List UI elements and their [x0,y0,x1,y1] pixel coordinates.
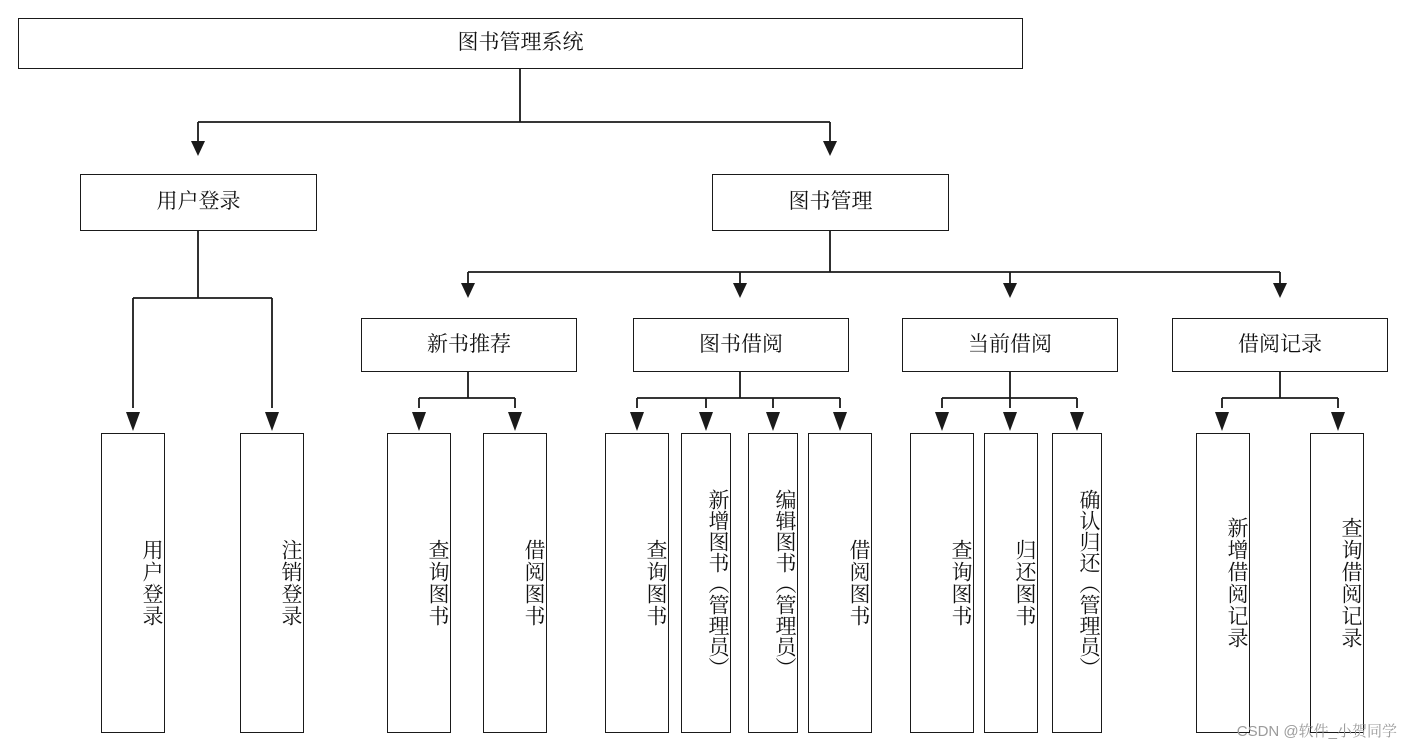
node-leaf-borrow-book-2[interactable] [808,433,872,733]
node-leaf-confirm-return[interactable] [1052,433,1102,733]
node-user-login-group[interactable] [80,174,317,231]
node-label: 当前借阅 [968,332,1052,356]
node-leaf-user-login[interactable] [101,433,165,733]
node-root[interactable] [18,18,1023,69]
node-label: 新增图书（管理员） [706,488,729,678]
node-leaf-user-logout[interactable] [240,433,304,733]
node-label: 查询借阅记录 [1339,517,1362,649]
node-leaf-edit-book[interactable] [748,433,798,733]
node-leaf-return-book[interactable] [984,433,1038,733]
node-label: 归还图书 [1013,539,1036,627]
node-label: 编辑图书（管理员） [773,488,796,678]
node-label: 图书管理 [788,190,873,214]
node-label: 新增借阅记录 [1225,517,1248,649]
node-leaf-query-book-2[interactable] [605,433,669,733]
node-label: 新书推荐 [427,332,511,356]
node-leaf-borrow-book-1[interactable] [483,433,547,733]
node-label: 借阅图书 [847,539,870,627]
node-leaf-query-book-1[interactable] [387,433,451,733]
node-label: 图书管理系统 [457,31,584,55]
node-label: 查询图书 [949,539,972,627]
node-label: 用户登录 [156,190,241,214]
node-leaf-query-record[interactable] [1310,433,1364,733]
node-current-borrow[interactable] [902,318,1118,372]
node-label: 借阅图书 [522,539,545,627]
node-label: 查询图书 [644,539,667,627]
node-leaf-add-record[interactable] [1196,433,1250,733]
node-book-borrow[interactable] [633,318,849,372]
node-new-book-recommend[interactable] [361,318,577,372]
node-book-management[interactable] [712,174,949,231]
node-label: 查询图书 [426,539,449,627]
node-label: 用户登录 [140,539,163,627]
node-label: 图书借阅 [699,332,783,356]
watermark: CSDN @软件_小贺同学 [1236,723,1397,740]
node-leaf-query-book-3[interactable] [910,433,974,733]
node-label: 确认归还（管理员） [1077,488,1100,678]
node-borrow-record[interactable] [1172,318,1388,372]
node-label: 注销登录 [279,539,302,627]
node-label: 借阅记录 [1238,332,1322,356]
node-leaf-add-book[interactable] [681,433,731,733]
